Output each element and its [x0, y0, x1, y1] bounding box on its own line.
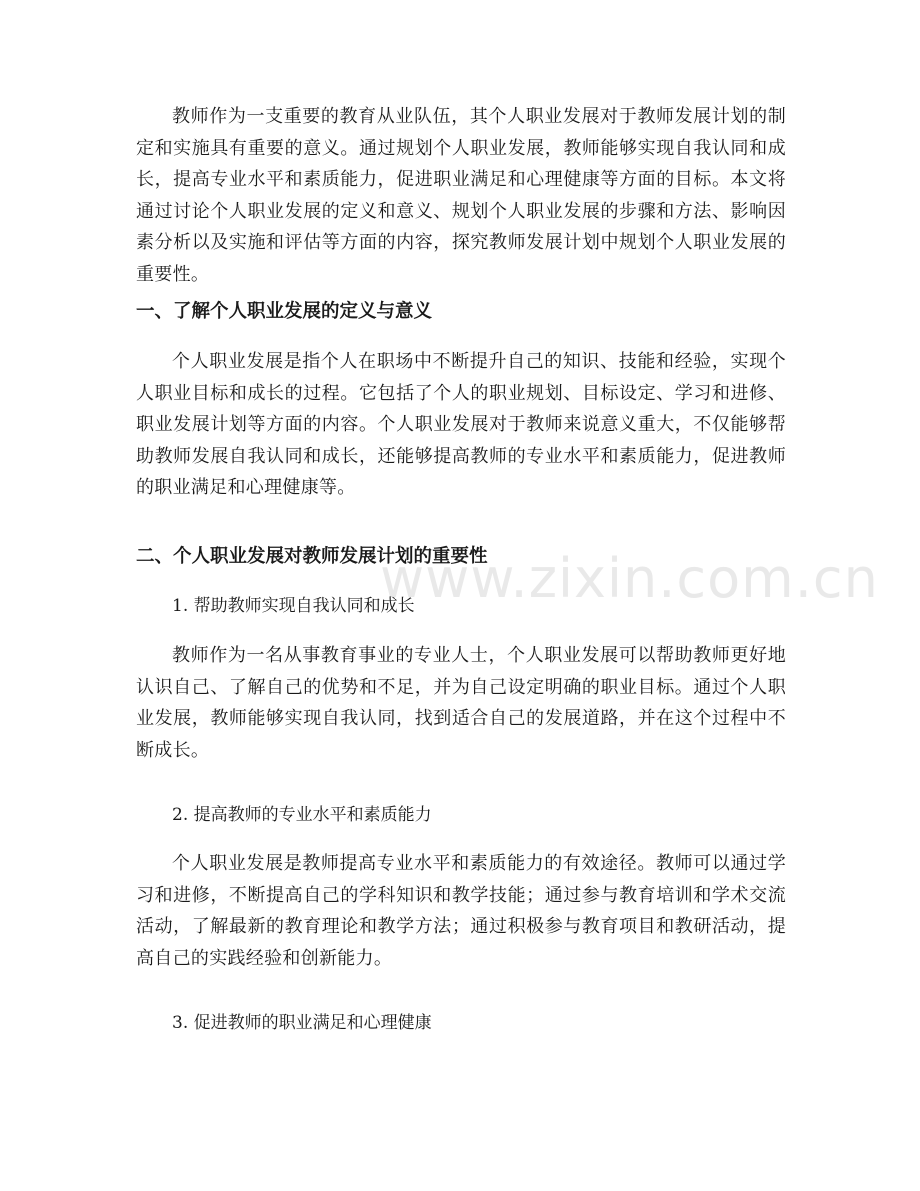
section-1-heading: 一、了解个人职业发展的定义与意义 [136, 301, 433, 322]
intro-paragraph: 教师作为一支重要的教育从业队伍，其个人职业发展对于教师发展计划的制定和实施具有重要的意义。通过规划个人职业发展，教师能够实现自我认同和成长，提高专业水平和素质能力，促进职业满足和心理健康等方面的目标。本文将通过讨论个人职业发展的定义和意义、规划个人职业发展的步骤和方法、影响因素分析以及实施和评估等方面的内容，探究教师发展计划中规划个人职业发展的重要性。 [136, 106, 786, 285]
watermark: www.zixin.com.cn [380, 547, 879, 610]
subsection-2-paragraph: 个人职业发展是教师提高专业水平和素质能力的有效途径。教师可以通过学习和进修，不断提高自己的学科知识和教学技能；通过参与教育培训和学术交流活动，了解最新的教育理论和教学方法；通过积极参与教育项目和教研活动，提高自己的实践经验和创新能力。 [136, 853, 786, 969]
subsection-2-title: 2. 提高教师的专业水平和素质能力 [172, 805, 432, 825]
section-1-paragraph: 个人职业发展是指个人在职场中不断提升自己的知识、技能和经验，实现个人职业目标和成长的过程。它包括了个人的职业规划、目标设定、学习和进修、职业发展计划等方面的内容。个人职业发展对于教师来说意义重大，不仅能够帮助教师发展自我认同和成长，还能够提高教师的专业水平和素质能力，促进教师的职业满足和心理健康等。 [136, 351, 786, 498]
section-2-heading: 二、个人职业发展对教师发展计划的重要性 [136, 546, 488, 567]
subsection-3-title: 3. 促进教师的职业满足和心理健康 [172, 1013, 432, 1033]
subsection-1-title: 1. 帮助教师实现自我认同和成长 [172, 596, 415, 616]
subsection-1-paragraph: 教师作为一名从事教育事业的专业人士，个人职业发展可以帮助教师更好地认识自己、了解自己的优势和不足，并为自己设定明确的职业目标。通过个人职业发展，教师能够实现自我认同，找到适合自己的发展道路，并在这个过程中不断成长。 [136, 645, 786, 761]
